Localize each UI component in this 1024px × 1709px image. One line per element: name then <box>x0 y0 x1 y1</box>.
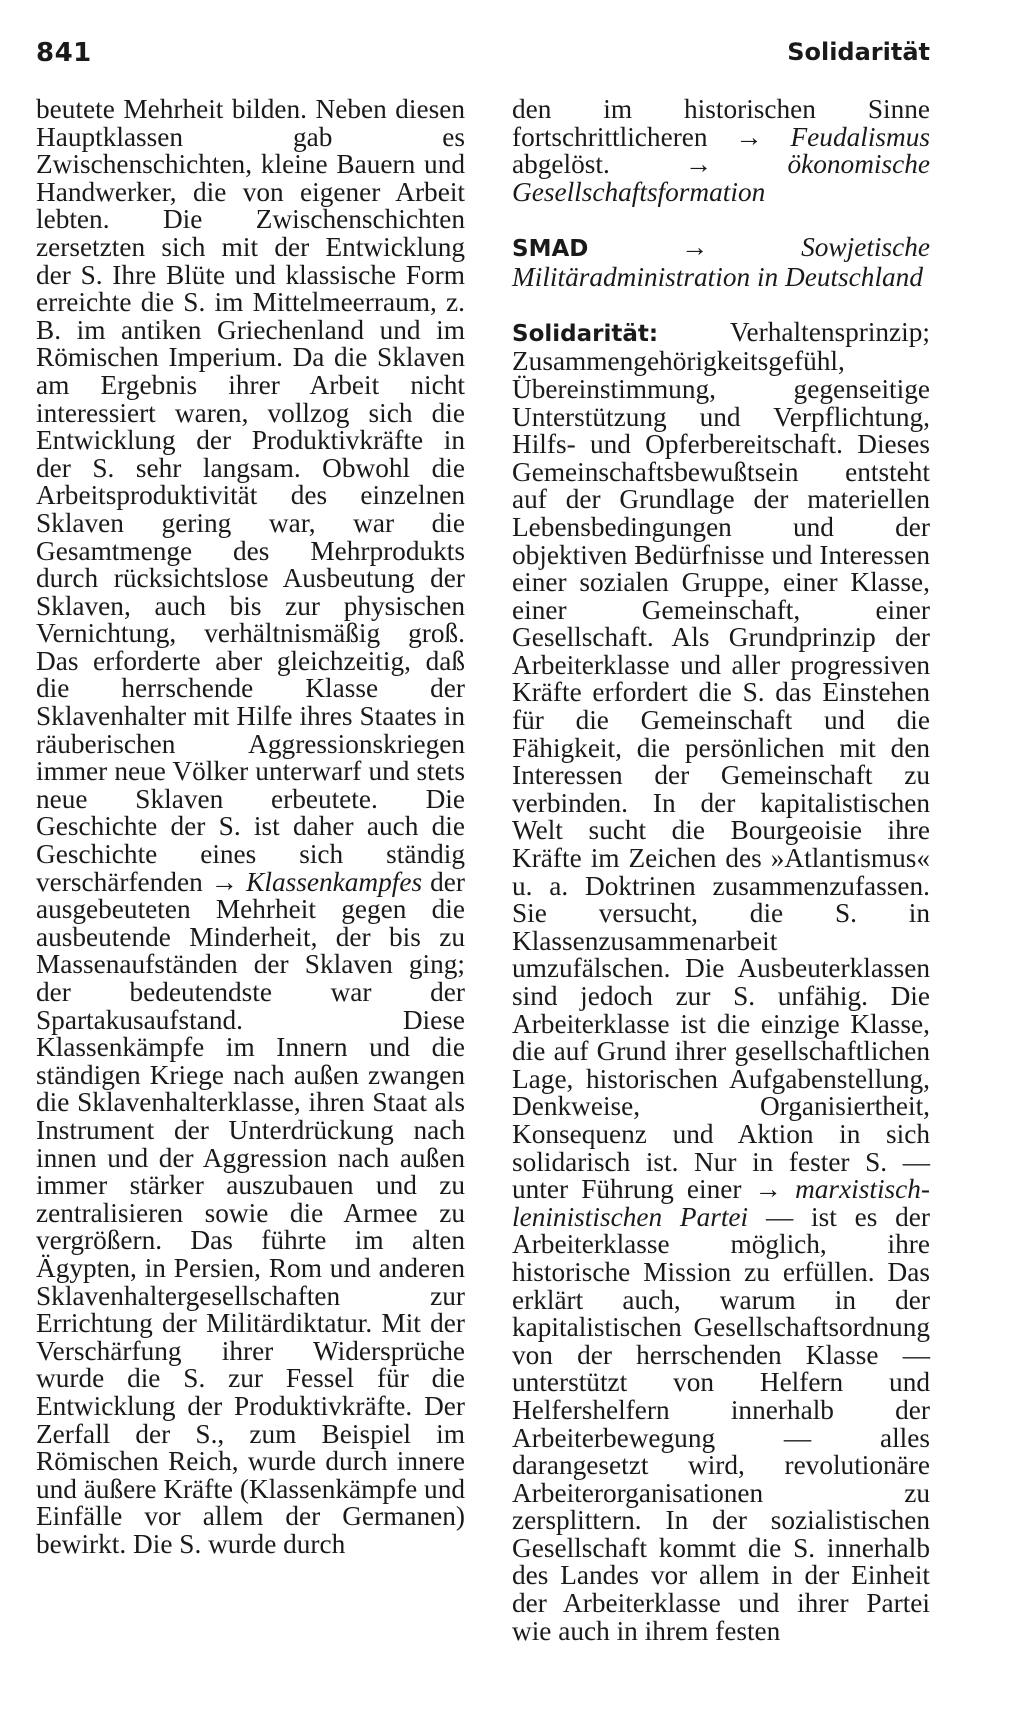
running-head: Solidarität <box>787 38 930 66</box>
entry-term-solidaritaet: Solidarität: <box>512 320 659 347</box>
entry-spacer <box>512 206 930 234</box>
left-column <box>36 96 465 1558</box>
body-text: — ist es der Arbeiterklasse möglich, ihre historische Mission zu erfüllen. Das erklärt auch, warum in der kapitalistischen Gesellschaftsordnung von der herrschenden Klasse — unterstützt von Helfern und Helfershelfern innerhalb der Arbeiterbewegung — alles darangesetzt wird, revolutionäre Arbeiterorganisationen zu zersplittern. In der sozialistischen Gesellschaft kommt die S. innerhalb des Landes vor allem in der Einheit der Arbeiterklasse und ihrer Partei wie auch in ihrem festen <box>512 1201 930 1646</box>
cross-reference-oekonomische-gesellschaftsformation[interactable]: ökonomische Gesellschaftsformation <box>512 149 931 207</box>
cross-reference-arrow-icon: → <box>735 121 763 152</box>
cross-reference-smad[interactable]: Sowjetische Militäradministration in Deutschland <box>512 231 930 292</box>
body-text: Verhaltensprinzip; Zusammengehörigkeitsgefühl, Übereinstimmung, gegenseitige Unterstützung und Verpflichtung, Hilfs- und Opferbereitschaft. Dieses Gemeinschaftsbewußtsein entsteht auf der Grundlage der materiellen Lebensbedingungen und der objektiven Bedürfnisse und Interessen einer sozialen Gruppe, einer Klasse, einer Gemeinschaft, einer Gesellschaft. Als Grundprinzip der Arbeiterklasse und aller progressiven Kräfte erfordert die S. das Einstehen für die Gemeinschaft und die Fähigkeit, die persönlichen mit den Interessen der Gemeinschaft zu verbinden. In der kapitalistischen Welt sucht die Bourgeoisie ihre Kräfte im Zeichen des »Atlantismus« u. a. Doktrinen zusammenzufassen. Sie versucht, die S. in Klassenzusammenarbeit umzufälschen. Die Ausbeuterklassen sind jedoch zur S. unfähig. Die Arbeiterklasse ist die einzige Klasse, die auf Grund ihrer gesellschaftlichen Lage, historischen Aufgabenstellung, Denkweise, Organisiertheit, Konsequenz und Aktion in sich solidarisch ist. Nur in fester S. — unter Führung einer <box>512 316 930 1205</box>
page-header <box>36 38 930 78</box>
entry-term-smad: SMAD <box>512 235 589 262</box>
cross-reference-arrow-icon: → <box>685 149 713 180</box>
body-text: beutete Mehrheit bilden. Neben diesen Hauptklassen gab es Zwischenschichten, kleine Bauern und Handwerker, die von eigener Arbeit lebten. Die Zwischenschichten zersetzten sich mit der Entwicklung der S. Ihre Blüte und klassische Form erreichte die S. im Mittelmeerraum, z. B. im antiken Griechenland und im Römischen Imperium. Da die Sklaven am Ergebnis ihrer Arbeit nicht interessiert waren, vollzog sich die Entwicklung der Produktivkräfte in der S. sehr langsam. Obwohl die Arbeitsproduktivität des einzelnen Sklaven gering war, war die Gesamtmenge des Mehrprodukts durch rücksichtslose Ausbeutung der Sklaven, auch bis zur physischen Vernichtung, verhältnismäßig groß. Das erforderte aber gleichzeitig, daß die herrschende Klasse der Sklavenhalter mit Hilfe ihres Staates in räuberischen Aggressionskriegen immer neue Völker unterwarf und stets neue Sklaven erbeutete. Die Geschichte der S. ist daher auch die Geschichte eines sich ständig verschärfenden <box>36 94 465 897</box>
body-text: der ausgebeuteten Mehrheit gegen die ausbeutende Minderheit, der bis zu Massenaufständen der Sklaven ging; der bedeutendste war der Spartakusaufstand. Diese Klassenkämpfe im Innern und die ständigen Kriege nach außen zwangen die Sklavenhalterklasse, ihren Staat als Instrument der Unterdrückung nach innen und der Aggression nach außen immer stärker auszubauen und zu zentralisieren sowie die Armee zu vergrößern. Das führte im alten Ägypten, in Persien, Rom und anderen Sklavenhaltergesellschaften zur Errichtung der Militärdiktatur. Mit der Verschärfung ihrer Widersprüche wurde die S. zur Fessel für die Entwicklung der Produktivkräfte. Der Zerfall der S., zum Beispiel im Römischen Reich, wurde durch innere und äußere Kräfte (Klassenkämpfe und Einfälle vor allem der Germanen) bewirkt. Die S. wurde durch <box>36 866 466 1559</box>
cross-reference-klassenkampf[interactable]: Klassenkampfes <box>246 866 423 897</box>
entry-smad <box>512 231 930 292</box>
cross-reference-partei[interactable]: marxistisch-leninistischen Partei <box>512 1174 931 1232</box>
page-number: 841 <box>36 38 92 68</box>
right-column <box>512 96 930 1645</box>
cross-reference-arrow-icon: → <box>681 231 709 262</box>
entry-solidaritaet <box>512 316 931 1646</box>
cross-reference-arrow-icon: → <box>210 866 239 897</box>
body-text: abgelöst. <box>512 149 610 180</box>
article-continuation <box>512 96 930 206</box>
cross-reference-feudalismus[interactable]: Feudalismus <box>790 121 931 152</box>
body-text: den im historischen Sinne fortschrittlicheren <box>512 94 930 152</box>
article-continuation <box>36 96 465 1558</box>
entry-spacer <box>512 291 930 319</box>
cross-reference-arrow-icon: → <box>754 1174 782 1205</box>
